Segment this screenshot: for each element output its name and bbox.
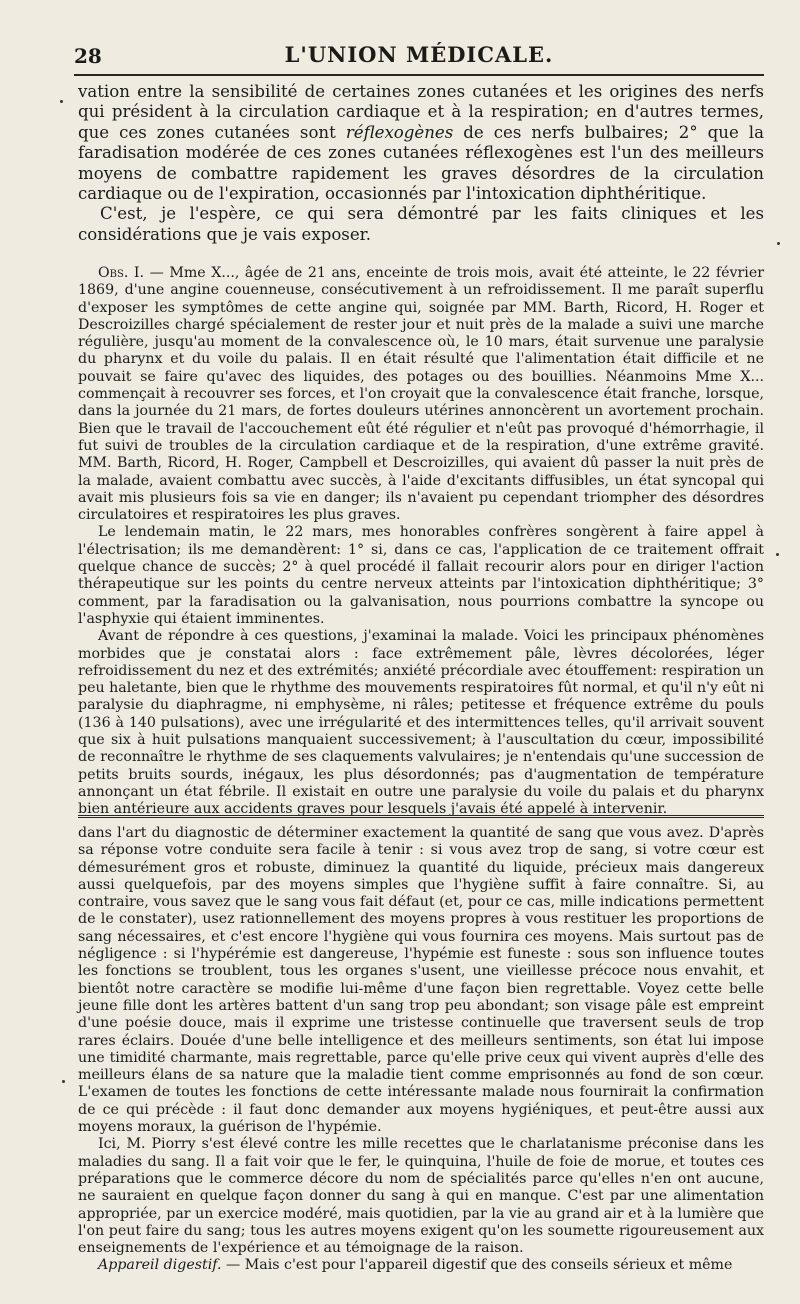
page-header: [74, 36, 764, 70]
header-rule: [74, 74, 764, 76]
feuilleton-section: [78, 825, 764, 1275]
page-number: 28: [74, 44, 102, 68]
observation-paragraph: Le lendemain matin, le 22 mars, mes honorables confrères songèrent à faire appel à l'électrisation; ils me demandèrent: 1° si, dans ce cas, l'application de ce traitement offrait quelque chance de succès; 2° à quel procédé il fallait recourir alors pour en diriger l'action thérapeutique sur les points du centre nerveux atteints par l'intoxication diphthéritique; 3° comment, par la faradisation ou la galvanisation, nous pourrions combattre la syncope ou l'asphyxie qui étaient imminentes.: [78, 524, 764, 627]
article-paragraph: C'est, je l'espère, ce qui sera démontré par les faits cliniques et les considérations que je vais exposer.: [78, 204, 764, 244]
section-heading: Appareil digestif.: [98, 1257, 222, 1274]
feuilleton-divider: [78, 815, 764, 818]
emphasis-term: réflexogènes: [345, 122, 454, 142]
running-title: L'UNION MÉDICALE.: [284, 42, 554, 67]
print-speck: [60, 100, 63, 103]
print-speck: [776, 553, 779, 556]
article-paragraph: vation entre la sensibilité de certaines zones cutanées et les origines des nerfs qui président à la circulation cardiaque et à la respiration; en d'autres termes, que ces zones cutanées sont réflexogènes de ces nerfs bulbaires; 2° que la faradisation modérée de ces zones cutanées réflexogènes est l'un des meilleurs moyens de combattre rapidement les graves désordres de la circulation cardiaque ou de l'expiration, occasionnés par l'intoxication diphthéritique.: [78, 82, 764, 204]
observation-paragraph: Obs. I. — Mme X..., âgée de 21 ans, enceinte de trois mois, avait été atteinte, le 22 février 1869, d'une angine couenneuse, consécutivement à un refroidissement. Il me paraît superflu d'exposer les symptômes de cette angine qui, soignée par MM. Barth, Ricord, H. Roger et Descroizilles chargé spécialement de rester jour et nuit près de la malade a suivi une marche régulière, jusqu'au moment de la convalescence où, le 10 mars, était survenue une paralysie du pharynx et du voile du palais. Il en était résulté que l'alimentation était difficile et ne pouvait se faire qu'avec des liquides, des potages ou des bouillies. Néanmoins Mme X... commençait à recouvrer ses forces, et l'on croyait que la convalescence était franche, lorsque, dans la journée du 21 mars, de fortes douleurs utérines annoncèrent un avortement prochain. Bien que le travail de l'accouchement eût été régulier et n'eût pas provoqué d'hémorrhagie, il fut suivi de troubles de la circulation cardiaque et de la respiration, d'une extrême gravité. MM. Barth, Ricord, H. Roger, Campbell et Descroizilles, qui avaient dû passer la nuit près de la malade, avaient combattu avec succès, à l'aide d'excitants diffusibles, un état syncopal qui avait mis plusieurs fois sa vie en danger; ils n'avaient pu cependant triompher des désordres circulatoires et respiratoires les plus graves.: [78, 265, 764, 524]
feuilleton-paragraph: dans l'art du diagnostic de déterminer exactement la quantité de sang que vous avez. D'après sa réponse votre conduite sera facile à tenir : si vous avez trop de sang, si votre cœur est démesurément gros et robuste, diminuez la quantité du liquide, précieux mais dangereux aussi quelquefois, par des moyens simples que l'hygiène suffit à faire connaître. Si, au contraire, vous savez que le sang vous fait défaut (et, pour ce cas, mille indications permettent de le constater), usez rationnellement des moyens propres à vous restituer les proportions de sang nécessaires, et c'est encore l'hygiène qui vous fournira ces moyens. Mais surtout pas de négligence : si l'hypérémie est dangereuse, l'hypémie est funeste : sous son influence toutes les fonctions se troublent, tous les organes s'usent, une vieillesse précoce nous envahit, et bientôt notre caractère se modifie lui-même d'une façon bien regrettable. Voyez cette belle jeune fille dont les artères battent d'un sang trop peu abondant; son visage pâle est empreint d'une poésie douce, mais il exprime une tristesse continuelle que traversent seuls de trop rares éclairs. Douée d'une belle intelligence et des meilleurs sentiments, son état lui impose une timidité charmante, mais regrettable, parce qu'elle prive ceux qui vivent auprès d'elle des meilleurs élans de sa nature que la maladie tient comme emprisonnés au fond de son cœur. L'examen de toutes les fonctions de cette intéressante malade nous fournirait la confirmation de ce qui précède : il faut donc demander aux moyens hygiéniques, et peut-être aussi aux moyens moraux, la guérison de l'hypémie.: [78, 825, 764, 1136]
print-speck: [777, 242, 780, 245]
main-article: [78, 82, 764, 245]
observation-label: Obs. I.: [98, 265, 145, 281]
observation-paragraph: Avant de répondre à ces questions, j'examinai la malade. Voici les principaux phénomènes morbides que je constatai alors : face extrêmement pâle, lèvres décolorées, léger refroidissement du nez et des extrémités; anxiété précordiale avec étouffement: respiration un peu haletante, bien que le rhythme des mouvements respiratoires fût normal, et qu'il n'y eût ni paralysie du diaphragme, ni emphysème, ni râles; petitesse et fréquence extrême du pouls (136 à 140 pulsations), avec une irrégularité et des intermittences telles, qu'il arrivait souvent que six à huit pulsations manquaient successivement; à l'auscultation du cœur, impossibilité de reconnaître le rhythme de ses claquements valvulaires; je n'entendais qu'une succession de petits bruits sourds, inégaux, les plus désordonnés; pas d'augmentation de température annonçant un état fébrile. Il existait en outre une paralysie du voile du palais et du pharynx bien antérieure aux accidents graves pour lesquels j'avais été appelé à intervenir.: [78, 628, 764, 818]
feuilleton-paragraph: Ici, M. Piorry s'est élevé contre les mille recettes que le charlatanisme préconise dans les maladies du sang. Il a fait voir que le fer, le quinquina, l'huile de foie de morue, et toutes ces préparations que le commerce décore du nom de spécialités parce qu'elles n'en ont aucune, ne sauraient en quelque façon donner du sang à qui en manque. C'est par une alimentation appropriée, par un exercice modéré, mais quotidien, par la vie au grand air et à la lumière que l'on peut faire du sang; tous les autres moyens exigent qu'on les soumette rigoureusement aux enseignements de l'expérience et au témoignage de la raison.: [78, 1136, 764, 1257]
observation-section: [78, 265, 764, 819]
feuilleton-paragraph: Appareil digestif. — Mais c'est pour l'appareil digestif que des conseils sérieux et même: [98, 1257, 733, 1274]
print-speck: [62, 1080, 65, 1083]
